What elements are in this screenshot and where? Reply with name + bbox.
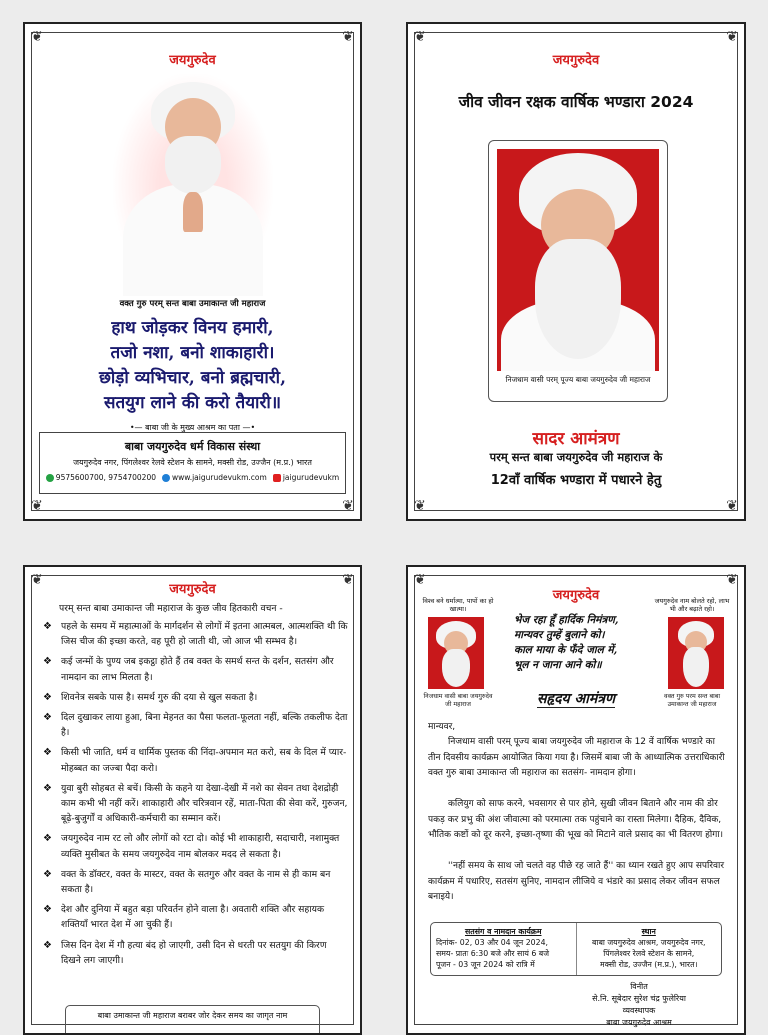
guru-portrait <box>113 74 273 296</box>
teaching-text: जिस दिन देश में गौ हत्या बंद हो जाएगी, उसी दिन से धरती पर सतयुग की किरण दिखने लग जाएगी। <box>61 939 327 966</box>
photo-frame <box>488 140 668 402</box>
teaching-item <box>43 781 348 827</box>
bullet-icon: ❖ <box>43 747 52 759</box>
schedule-box <box>430 922 722 976</box>
bullet-icon: ❖ <box>43 712 52 724</box>
jai-guru-dev-heading: जयगुरुदेव <box>169 582 216 597</box>
invitation-page-inner-left <box>23 565 362 1035</box>
ashram-title: •— बाबा जी के मुख्य आश्रम का पता —• <box>129 423 256 432</box>
contact-website[interactable]: www.jaigurudevukm.com <box>162 473 267 482</box>
invitation-poem: भेज रहा हूँ हार्दिक निमंत्रण, मान्यवर तुम्हें बुलाने को। काल माया के फँदे जाल में, भूल न जाना आने को॥ <box>514 614 619 671</box>
verse-line-1: हाथ जोड़कर विनय हमारी, <box>111 318 274 338</box>
teaching-text: पहले के समय में महात्माओं के मार्गदर्शन से लोगों में इतना आत्मबल, आत्मशक्ति थी कि जिस चीज की इच्छा करते, वह पूरी हो जाती थी, जो आज भी सम्भव है। <box>61 621 348 648</box>
paragraph-1: निजधाम वासी परम् पूज्य बाबा जयगुरुदेव जी महाराज के 12 वें वार्षिक भण्डारे का तीन दिवसीय कार्यक्रम आयोजित किया गया है। जिसमें बाबा जी के आध्यात्मिक उत्तराधिकारी वक्त गुरु बाबा उमाकान्त जी महाराज का सतसंग- नामदान होगा। <box>428 737 725 778</box>
bullet-icon: ❖ <box>43 904 52 916</box>
heading-sahriday: सहृदय आमंत्रण <box>536 691 616 707</box>
invite-line-2: 12वाँ वार्षिक भण्डारा में पधारने हेतु <box>490 473 662 488</box>
ornament-icon: ❦ <box>414 572 426 588</box>
teaching-text: वक्त के डॉक्टर, वक्त के मास्टर, वक्त के सतगुरु और वक्त के नाम से ही काम बन सकता है। <box>61 868 331 896</box>
ornament-icon: ❦ <box>726 29 738 45</box>
ornament-icon: ❦ <box>726 498 738 514</box>
bullet-icon: ❖ <box>43 939 52 951</box>
bullet-icon: ❖ <box>43 868 52 880</box>
paragraph-3: ''नहीं समय के साथ जो चलते वह पीछे रह जाते हैं'' का ध्यान रखते हुए आप सपरिवार कार्यक्रम में पधारिए, सतसंग सुनिए, नामदान लीजिये व भंडारे का प्रसाद लेकर जीवन सफल बनाइये। <box>428 861 725 902</box>
teaching-item <box>43 902 348 932</box>
right-portrait <box>668 617 724 689</box>
contact-row <box>40 473 345 482</box>
event-title: जीव जीवन रक्षक वार्षिक भण्डारा 2024 <box>458 93 694 111</box>
teaching-item <box>43 831 348 861</box>
invite-line-1: परम् सन्त बाबा जयगुरुदेव जी महाराज के <box>489 450 663 464</box>
whatsapp-icon <box>46 474 54 482</box>
ornament-icon: ❦ <box>342 572 354 588</box>
bullet-icon: ❖ <box>43 833 52 845</box>
jai-guru-dev-heading: जयगुरुदेव <box>552 53 600 68</box>
ornament-icon: ❦ <box>414 29 426 45</box>
contact-phone[interactable]: 9575600700, 9754700200 <box>46 473 156 482</box>
teaching-item <box>43 938 348 968</box>
ornament-icon: ❦ <box>726 572 738 588</box>
teaching-text: किसी भी जाति, धर्म व धार्मिक पुस्तक की निंदा-अपमान मत करो, सब के दिल में प्यार-मोहब्बत का जज्बा पैदा करो। <box>61 747 347 774</box>
verse-line-4: सतयुग लाने की करो तैयारी॥ <box>103 393 281 413</box>
teaching-text: जयगुरुदेव नाम रट लो और लोगों को रटा दो। कोई भी शाकाहारी, सदाचारी, नशामुक्त व्यक्ति मुसीबत के समय जयगुरुदेव नाम बोलकर मदद ले सकता है। <box>61 833 340 860</box>
right-slogan: जयगुरुदेव नाम बोलते रहो, लाभ भी और बढ़ाते रहो। <box>654 597 730 613</box>
teaching-item <box>43 745 348 775</box>
teaching-text: दिल दुखाकर लाया हुआ, बिना मेहनत का पैसा फलता-फूलता नहीं, बल्कि तकलीफ देता है। <box>61 712 348 739</box>
bullet-icon: ❖ <box>43 782 52 794</box>
ornament-icon: ❦ <box>342 498 354 514</box>
teaching-item <box>43 619 348 649</box>
ornament-icon: ❦ <box>31 572 43 588</box>
teaching-item <box>43 654 348 684</box>
venue-column: स्थान बाबा जयगुरुदेव आश्रम, जयगुरुदेव नगर, पिंगलेश्वर रेलवे स्टेशन के सामने, मक्सी रोड, उज्जैन (म.प्र.), भारत। <box>576 923 722 975</box>
ornament-icon: ❦ <box>414 498 426 514</box>
guru-portrait <box>497 149 659 371</box>
bullet-icon: ❖ <box>43 691 52 703</box>
globe-icon <box>162 474 170 482</box>
jai-guru-dev-heading: जयगुरुदेव <box>169 53 216 68</box>
teaching-item <box>43 710 348 740</box>
schedule-column: सतसंग व नामदान कार्यक्रम दिनांक- 02, 03 और 04 जून 2024, समय- प्रातः 6:30 बजे और सायं 6 बजे पूजन - 03 जून 2024 को रात्रि में <box>436 927 550 969</box>
left-portrait <box>428 617 484 689</box>
teaching-text: युवा बुरी सोहबत से बचें। किसी के कहने या देखा-देखी में नशे का सेवन तथा देशद्रोही काम कभी भी नहीं करें। शाकाहारी और चरित्रवान रहें, माता-पिता की सेवा करें, गुरुजन, बूढ़े-बुजुर्गों व अधिकारी-कर्मचारी का सम्मान करें। <box>61 782 348 825</box>
teaching-item <box>43 690 348 705</box>
teachings-list <box>43 619 348 973</box>
left-slogan: विश्व बने धर्मात्मा, पापों का हो खात्मा। <box>422 597 494 613</box>
teaching-item <box>43 867 348 897</box>
ornament-icon: ❦ <box>31 29 43 45</box>
salutation: मान्यवर, <box>428 722 456 732</box>
ornament-icon: ❦ <box>342 29 354 45</box>
invitation-page-front-left <box>23 22 362 521</box>
bullet-icon: ❖ <box>43 621 52 632</box>
address-text: जयगुरुदेव नगर, पिंगलेश्वर रेलवे स्टेशन के सामने, मक्सी रोड, उज्जैन (म.प्र.) भारत <box>73 458 312 467</box>
right-portrait-caption: वक्त गुरु परम सन्त बाबा उमाकान्त जी महाराज <box>664 693 720 708</box>
photo-caption: निजधाम वासी परम् पूज्य बाबा जयगुरुदेव जी महाराज <box>505 375 651 384</box>
portrait-caption: वक्त गुरु परम् सन्त बाबा उमाकान्त जी महाराज <box>119 299 266 309</box>
jai-guru-dev-heading: जयगुरुदेव <box>552 588 600 603</box>
teaching-text: शिवनेत्र सबके पास है। समर्थ गुरु की दया से खुल सकता है। <box>61 691 258 703</box>
teaching-text: देश और दुनिया में बहुत बड़ा परिवर्तन होने वाला है। अवतारी शक्ति और सहायक शक्तियाँ भारत देश में आ चुकी हैं। <box>61 904 325 931</box>
invitation-page-inner-right <box>406 565 746 1035</box>
sadar-amantran: सादर आमंत्रण <box>532 429 620 449</box>
paragraph-2: कलियुग को साफ करने, भवसागर से पार होने, सुखी जीवन बिताने और नाम की डोर पकड़ कर प्रभु की अंश जीवात्मा को परमात्मा तक पहुंचाने का रास्ता मिलेगा। दैहिक, दैविक, भौतिक कष्टों को दूर करने, इच्छा-तृष्णा की भूख को मिटाने वाले प्रसाद का भी वितरण होगा। <box>428 799 724 840</box>
youtube-icon <box>273 474 281 482</box>
invitation-page-front-right <box>406 22 746 521</box>
address-box <box>39 432 346 494</box>
signoff-block: विनीत से.नि. सूबेदार सुरेश चंद्र फुलेरिया व्यवस्थापक बाबा जयगुरुदेव आश्रम <box>592 982 686 1027</box>
left-portrait-caption: निजधाम वासी बाबा जयगुरुदेव जी महाराज <box>423 693 493 708</box>
bullet-icon: ❖ <box>43 656 52 668</box>
teachings-intro: परम् सन्त बाबा उमाकान्त जी महाराज के कुछ जीव हितकारी वचन - <box>59 603 283 614</box>
bottom-note-box <box>65 1005 320 1035</box>
verse-line-3: छोड़ो व्यभिचार, बनो ब्रह्मचारी, <box>98 368 286 388</box>
org-name: बाबा जयगुरुदेव धर्म विकास संस्था <box>124 440 261 453</box>
ornament-icon: ❦ <box>31 498 43 514</box>
contact-youtube[interactable]: jaigurudevukm <box>273 473 339 482</box>
bottom-note: बाबा उमाकान्त जी महाराज बराबर जोर देकर समय का जागृत नाम <box>97 1011 288 1020</box>
teaching-text: कई जन्मों के पुण्य जब इकट्ठा होते हैं तब वक्त के समर्थ सन्त के दर्शन, सतसंग और नामदान का लाभ मिलता है। <box>61 656 334 683</box>
verse-line-2: तजो नशा, बनो शाकाहारी। <box>110 343 275 363</box>
